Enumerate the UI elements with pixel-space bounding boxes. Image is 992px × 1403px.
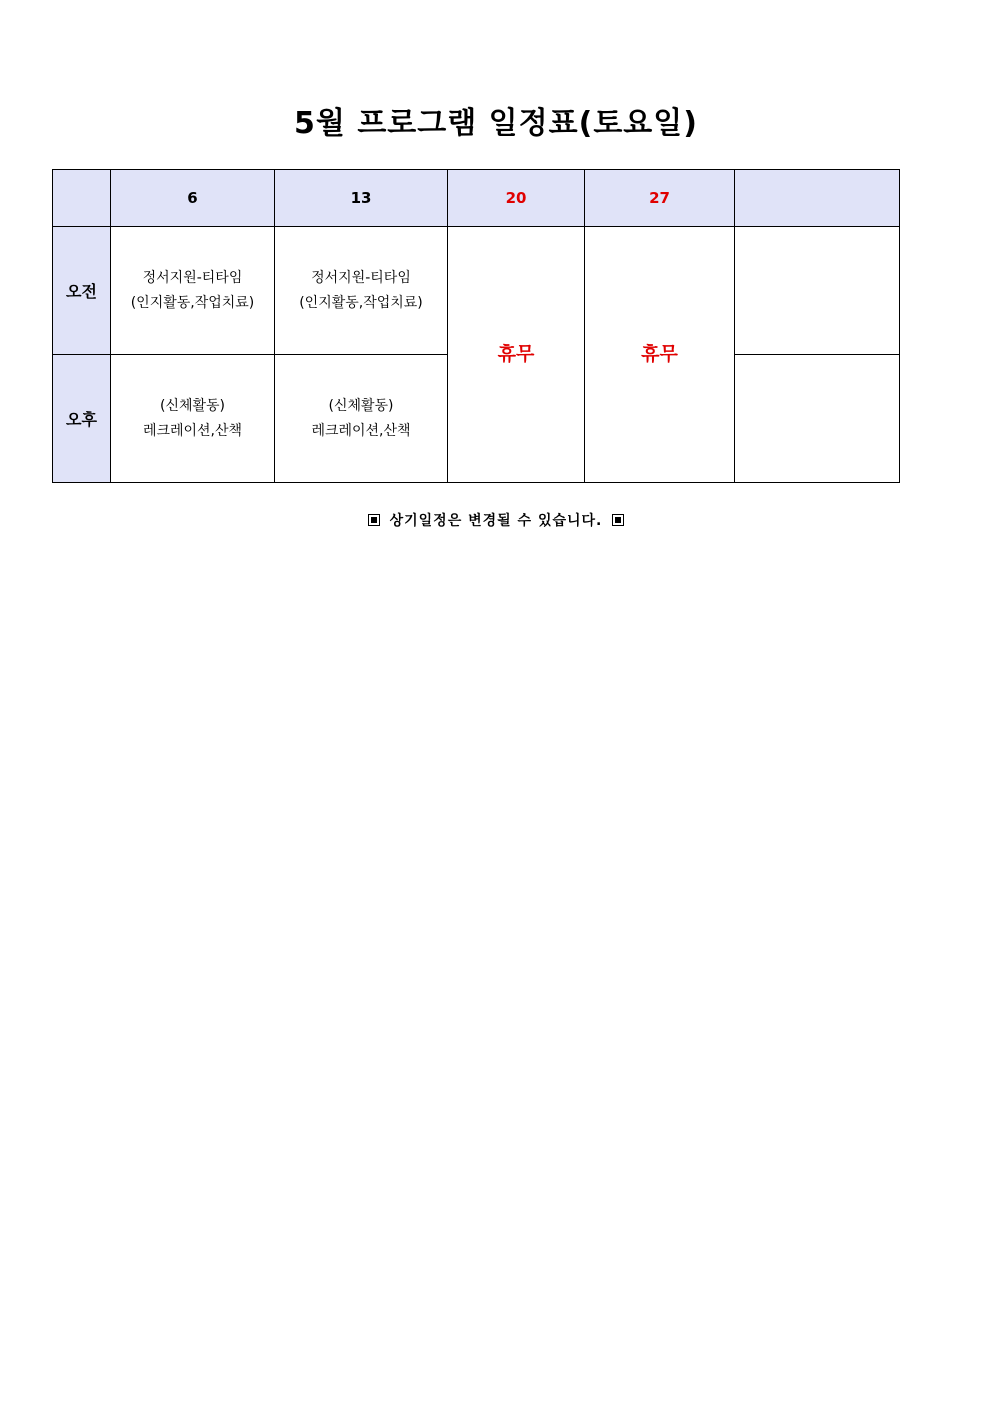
program-line: 정서지원-티타임 bbox=[142, 269, 243, 286]
program-line: 정서지원-티타임 bbox=[311, 269, 411, 286]
day-off-cell-20: 휴무 bbox=[448, 227, 585, 483]
morning-cell-13 bbox=[275, 227, 448, 355]
row-label-afternoon: 오후 bbox=[53, 355, 111, 483]
program-line: (신체활동) bbox=[328, 397, 394, 414]
afternoon-cell-6 bbox=[111, 355, 275, 483]
header-date-6: 6 bbox=[111, 170, 275, 227]
afternoon-empty-cell bbox=[735, 355, 900, 483]
notice-text: 상기일정은 변경될 수 있습니다. bbox=[389, 513, 603, 529]
program-line: (신체활동) bbox=[159, 397, 226, 414]
morning-empty-cell bbox=[735, 227, 900, 355]
program-line: 레크레이션,산책 bbox=[142, 422, 243, 439]
header-corner-cell bbox=[53, 170, 111, 227]
header-date-13: 13 bbox=[275, 170, 448, 227]
square-bullet-icon bbox=[368, 514, 380, 526]
header-date-27: 27 bbox=[585, 170, 735, 227]
schedule-table bbox=[52, 169, 900, 483]
program-line: 레크레이션,산책 bbox=[311, 422, 411, 439]
schedule-notice bbox=[0, 510, 992, 530]
header-empty-cell bbox=[735, 170, 900, 227]
program-line: (인지활동,작업치료) bbox=[299, 294, 423, 311]
day-off-cell-27: 휴무 bbox=[585, 227, 735, 483]
morning-row bbox=[53, 227, 900, 355]
page-title: 5월 프로그램 일정표(토요일) bbox=[294, 106, 698, 141]
row-label-morning: 오전 bbox=[53, 227, 111, 355]
program-line: (인지활동,작업치료) bbox=[130, 294, 255, 311]
header-row bbox=[53, 170, 900, 227]
square-bullet-icon bbox=[612, 514, 624, 526]
afternoon-cell-13 bbox=[275, 355, 448, 483]
header-date-20: 20 bbox=[448, 170, 585, 227]
morning-cell-6 bbox=[111, 227, 275, 355]
